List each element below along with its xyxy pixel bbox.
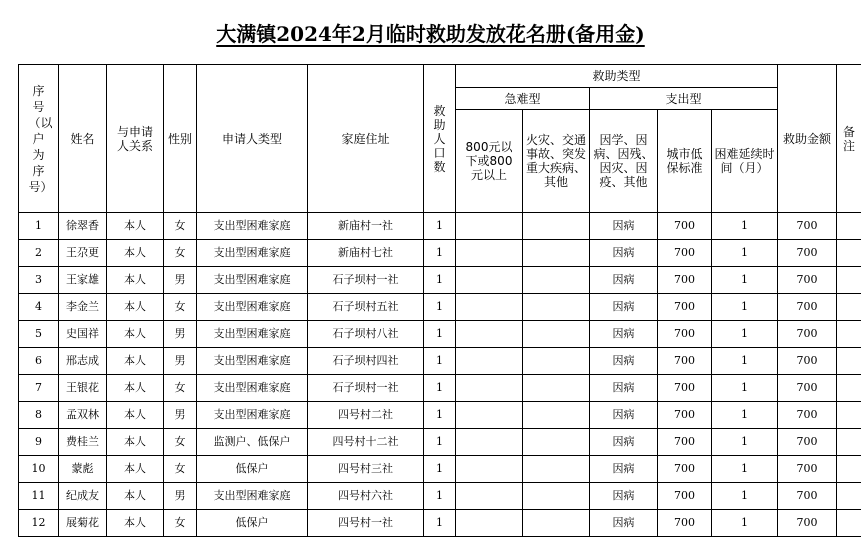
cell-relation: 本人 bbox=[107, 375, 164, 402]
cell-name: 孟双林 bbox=[59, 402, 107, 429]
cell-applicant-type: 支出型困难家庭 bbox=[197, 483, 308, 510]
cell-people: 1 bbox=[424, 348, 456, 375]
cell-relation: 本人 bbox=[107, 240, 164, 267]
header-applicant-type: 申请人类型 bbox=[197, 65, 308, 213]
header-emergency: 急难型 bbox=[456, 88, 590, 110]
cell-people: 1 bbox=[424, 429, 456, 456]
cell-duration: 1 bbox=[712, 321, 778, 348]
cell-expense-cause: 因病 bbox=[590, 456, 658, 483]
cell-expense-cause: 因病 bbox=[590, 348, 658, 375]
cell-gender: 女 bbox=[164, 294, 197, 321]
cell-expense-cause: 因病 bbox=[590, 510, 658, 537]
cell-note bbox=[837, 267, 861, 294]
cell-expense-cause: 因病 bbox=[590, 213, 658, 240]
cell-address: 四号村十二社 bbox=[308, 429, 424, 456]
cell-name: 王银花 bbox=[59, 375, 107, 402]
cell-city-standard: 700 bbox=[658, 483, 712, 510]
cell-seq: 10 bbox=[19, 456, 59, 483]
cell-gender: 女 bbox=[164, 375, 197, 402]
cell-city-standard: 700 bbox=[658, 429, 712, 456]
cell-people: 1 bbox=[424, 402, 456, 429]
cell-emergency-cause bbox=[523, 240, 590, 267]
cell-address: 石子坝村一社 bbox=[308, 267, 424, 294]
cell-note bbox=[837, 240, 861, 267]
cell-city-standard: 700 bbox=[658, 267, 712, 294]
cell-emergency-cause bbox=[523, 267, 590, 294]
cell-duration: 1 bbox=[712, 402, 778, 429]
cell-gender: 男 bbox=[164, 321, 197, 348]
cell-gender: 男 bbox=[164, 267, 197, 294]
cell-emergency-cause bbox=[523, 402, 590, 429]
cell-expense-cause: 因病 bbox=[590, 321, 658, 348]
cell-emergency-cause bbox=[523, 429, 590, 456]
cell-expense-cause: 因病 bbox=[590, 483, 658, 510]
cell-applicant-type: 低保户 bbox=[197, 510, 308, 537]
cell-note bbox=[837, 294, 861, 321]
cell-gender: 男 bbox=[164, 348, 197, 375]
cell-applicant-type: 低保户 bbox=[197, 456, 308, 483]
cell-people: 1 bbox=[424, 294, 456, 321]
cell-people: 1 bbox=[424, 240, 456, 267]
cell-gender: 女 bbox=[164, 240, 197, 267]
cell-address: 四号村六社 bbox=[308, 483, 424, 510]
table-row bbox=[19, 483, 861, 510]
cell-address: 新庙村七社 bbox=[308, 240, 424, 267]
cell-duration: 1 bbox=[712, 213, 778, 240]
cell-gender: 女 bbox=[164, 213, 197, 240]
cell-amount: 700 bbox=[778, 294, 837, 321]
cell-amount: 700 bbox=[778, 510, 837, 537]
cell-relation: 本人 bbox=[107, 456, 164, 483]
cell-people: 1 bbox=[424, 483, 456, 510]
cell-seq: 6 bbox=[19, 348, 59, 375]
cell-emergency-cause bbox=[523, 456, 590, 483]
cell-relation: 本人 bbox=[107, 267, 164, 294]
cell-emergency-amount bbox=[456, 294, 523, 321]
header-note: 备注 bbox=[837, 65, 861, 213]
cell-amount: 700 bbox=[778, 213, 837, 240]
table-row bbox=[19, 429, 861, 456]
cell-applicant-type: 支出型困难家庭 bbox=[197, 375, 308, 402]
cell-emergency-cause bbox=[523, 321, 590, 348]
cell-seq: 1 bbox=[19, 213, 59, 240]
table-row bbox=[19, 402, 861, 429]
header-duration: 困难延续时间（月） bbox=[712, 110, 778, 213]
cell-address: 新庙村一社 bbox=[308, 213, 424, 240]
cell-amount: 700 bbox=[778, 240, 837, 267]
cell-address: 四号村二社 bbox=[308, 402, 424, 429]
cell-name: 展菊花 bbox=[59, 510, 107, 537]
header-city-standard: 城市低保标准 bbox=[658, 110, 712, 213]
cell-note bbox=[837, 375, 861, 402]
cell-duration: 1 bbox=[712, 375, 778, 402]
cell-seq: 2 bbox=[19, 240, 59, 267]
cell-amount: 700 bbox=[778, 429, 837, 456]
cell-duration: 1 bbox=[712, 240, 778, 267]
cell-emergency-amount bbox=[456, 402, 523, 429]
cell-applicant-type: 支出型困难家庭 bbox=[197, 348, 308, 375]
cell-relation: 本人 bbox=[107, 510, 164, 537]
header-gender: 性别 bbox=[164, 65, 197, 213]
cell-name: 王家雄 bbox=[59, 267, 107, 294]
cell-applicant-type: 支出型困难家庭 bbox=[197, 213, 308, 240]
cell-address: 石子坝村五社 bbox=[308, 294, 424, 321]
cell-expense-cause: 因病 bbox=[590, 294, 658, 321]
cell-expense-cause: 因病 bbox=[590, 402, 658, 429]
table-row bbox=[19, 213, 861, 240]
cell-city-standard: 700 bbox=[658, 321, 712, 348]
cell-amount: 700 bbox=[778, 483, 837, 510]
cell-amount: 700 bbox=[778, 402, 837, 429]
cell-emergency-amount bbox=[456, 213, 523, 240]
cell-duration: 1 bbox=[712, 456, 778, 483]
cell-people: 1 bbox=[424, 213, 456, 240]
cell-emergency-amount bbox=[456, 348, 523, 375]
cell-amount: 700 bbox=[778, 348, 837, 375]
cell-expense-cause: 因病 bbox=[590, 267, 658, 294]
cell-city-standard: 700 bbox=[658, 510, 712, 537]
cell-city-standard: 700 bbox=[658, 240, 712, 267]
header-emergency-amount: 800元以下或800元以上 bbox=[456, 110, 523, 213]
cell-people: 1 bbox=[424, 375, 456, 402]
header-emergency-cause: 火灾、交通事故、突发重大疾病、其他 bbox=[523, 110, 590, 213]
cell-seq: 11 bbox=[19, 483, 59, 510]
cell-emergency-cause bbox=[523, 294, 590, 321]
cell-applicant-type: 支出型困难家庭 bbox=[197, 240, 308, 267]
cell-gender: 女 bbox=[164, 510, 197, 537]
header-name: 姓名 bbox=[59, 65, 107, 213]
cell-address: 石子坝村八社 bbox=[308, 321, 424, 348]
cell-applicant-type: 支出型困难家庭 bbox=[197, 294, 308, 321]
cell-gender: 女 bbox=[164, 429, 197, 456]
cell-emergency-amount bbox=[456, 321, 523, 348]
cell-note bbox=[837, 456, 861, 483]
cell-applicant-type: 支出型困难家庭 bbox=[197, 402, 308, 429]
cell-relation: 本人 bbox=[107, 294, 164, 321]
cell-people: 1 bbox=[424, 267, 456, 294]
cell-applicant-type: 监测户、低保户 bbox=[197, 429, 308, 456]
cell-relation: 本人 bbox=[107, 402, 164, 429]
cell-duration: 1 bbox=[712, 267, 778, 294]
relief-roster-table bbox=[18, 64, 861, 537]
cell-note bbox=[837, 429, 861, 456]
table-row bbox=[19, 294, 861, 321]
cell-emergency-cause bbox=[523, 375, 590, 402]
header-expense: 支出型 bbox=[590, 88, 778, 110]
cell-emergency-amount bbox=[456, 483, 523, 510]
table-row bbox=[19, 267, 861, 294]
cell-emergency-amount bbox=[456, 429, 523, 456]
table-row bbox=[19, 375, 861, 402]
cell-address: 四号村三社 bbox=[308, 456, 424, 483]
cell-name: 王尕更 bbox=[59, 240, 107, 267]
cell-seq: 7 bbox=[19, 375, 59, 402]
cell-emergency-cause bbox=[523, 348, 590, 375]
cell-name: 史国祥 bbox=[59, 321, 107, 348]
cell-amount: 700 bbox=[778, 456, 837, 483]
cell-emergency-cause bbox=[523, 510, 590, 537]
table-row bbox=[19, 321, 861, 348]
cell-people: 1 bbox=[424, 321, 456, 348]
cell-address: 石子坝村四社 bbox=[308, 348, 424, 375]
cell-applicant-type: 支出型困难家庭 bbox=[197, 321, 308, 348]
cell-emergency-cause bbox=[523, 483, 590, 510]
cell-emergency-amount bbox=[456, 240, 523, 267]
cell-note bbox=[837, 483, 861, 510]
cell-seq: 3 bbox=[19, 267, 59, 294]
cell-expense-cause: 因病 bbox=[590, 375, 658, 402]
cell-address: 四号村一社 bbox=[308, 510, 424, 537]
cell-name: 费桂兰 bbox=[59, 429, 107, 456]
cell-city-standard: 700 bbox=[658, 375, 712, 402]
cell-name: 徐翠香 bbox=[59, 213, 107, 240]
cell-name: 李金兰 bbox=[59, 294, 107, 321]
cell-relation: 本人 bbox=[107, 429, 164, 456]
cell-note bbox=[837, 321, 861, 348]
cell-gender: 男 bbox=[164, 483, 197, 510]
cell-city-standard: 700 bbox=[658, 348, 712, 375]
page-title bbox=[0, 18, 861, 47]
cell-seq: 5 bbox=[19, 321, 59, 348]
cell-duration: 1 bbox=[712, 348, 778, 375]
header-relation: 与申请人关系 bbox=[107, 65, 164, 213]
table-row bbox=[19, 510, 861, 537]
cell-emergency-amount bbox=[456, 267, 523, 294]
cell-emergency-cause bbox=[523, 213, 590, 240]
cell-note bbox=[837, 510, 861, 537]
cell-city-standard: 700 bbox=[658, 456, 712, 483]
cell-name: 邢志成 bbox=[59, 348, 107, 375]
cell-note bbox=[837, 402, 861, 429]
table-row bbox=[19, 456, 861, 483]
header-seq: 序号（以户为序号） bbox=[19, 65, 59, 213]
cell-duration: 1 bbox=[712, 294, 778, 321]
cell-amount: 700 bbox=[778, 375, 837, 402]
cell-city-standard: 700 bbox=[658, 402, 712, 429]
header-row-1 bbox=[19, 65, 861, 88]
cell-expense-cause: 因病 bbox=[590, 429, 658, 456]
header-amount: 救助金额 bbox=[778, 65, 837, 213]
cell-note bbox=[837, 213, 861, 240]
cell-amount: 700 bbox=[778, 267, 837, 294]
table-row bbox=[19, 240, 861, 267]
cell-people: 1 bbox=[424, 510, 456, 537]
cell-address: 石子坝村一社 bbox=[308, 375, 424, 402]
header-address: 家庭住址 bbox=[308, 65, 424, 213]
table-body bbox=[19, 213, 861, 537]
cell-city-standard: 700 bbox=[658, 213, 712, 240]
cell-seq: 9 bbox=[19, 429, 59, 456]
cell-relation: 本人 bbox=[107, 348, 164, 375]
cell-name: 纪成友 bbox=[59, 483, 107, 510]
cell-gender: 女 bbox=[164, 456, 197, 483]
cell-emergency-amount bbox=[456, 510, 523, 537]
page-title-text: 大满镇2024年2月临时救助发放花名册(备用金) bbox=[216, 22, 645, 46]
cell-duration: 1 bbox=[712, 483, 778, 510]
cell-amount: 700 bbox=[778, 321, 837, 348]
cell-city-standard: 700 bbox=[658, 294, 712, 321]
cell-people: 1 bbox=[424, 456, 456, 483]
cell-emergency-amount bbox=[456, 375, 523, 402]
cell-note bbox=[837, 348, 861, 375]
header-people: 救助人口数 bbox=[424, 65, 456, 213]
cell-gender: 男 bbox=[164, 402, 197, 429]
cell-relation: 本人 bbox=[107, 321, 164, 348]
cell-name: 蒙彪 bbox=[59, 456, 107, 483]
cell-seq: 4 bbox=[19, 294, 59, 321]
header-expense-cause: 因学、因病、因残、因灾、因疫、其他 bbox=[590, 110, 658, 213]
cell-seq: 8 bbox=[19, 402, 59, 429]
cell-emergency-amount bbox=[456, 456, 523, 483]
cell-applicant-type: 支出型困难家庭 bbox=[197, 267, 308, 294]
cell-duration: 1 bbox=[712, 510, 778, 537]
cell-relation: 本人 bbox=[107, 213, 164, 240]
cell-seq: 12 bbox=[19, 510, 59, 537]
cell-duration: 1 bbox=[712, 429, 778, 456]
cell-relation: 本人 bbox=[107, 483, 164, 510]
header-aid-type: 救助类型 bbox=[456, 65, 778, 88]
cell-expense-cause: 因病 bbox=[590, 240, 658, 267]
table-row bbox=[19, 348, 861, 375]
